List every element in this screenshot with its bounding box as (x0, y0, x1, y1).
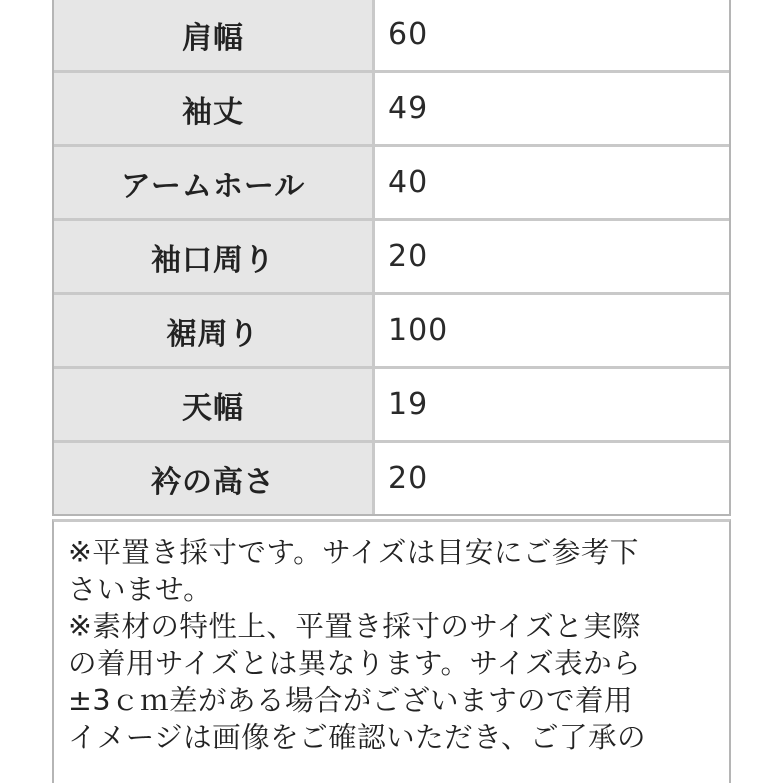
table-row (54, 70, 729, 144)
row-value-hem-circumference: 100 (375, 292, 729, 366)
row-label-armhole: アームホール (54, 144, 375, 218)
note-line: ※素材の特性上、平置き採寸のサイズと実際 (68, 610, 642, 643)
table-row (54, 292, 729, 366)
size-notes (52, 519, 731, 783)
row-value-neck-width: 19 (375, 366, 729, 440)
note-line: ±3ｃｍ差がある場合がございますので着用 (68, 684, 634, 717)
table-row (54, 440, 729, 514)
table-row (54, 366, 729, 440)
note-line: イメージは画像をご確認いただき、ご了承の (68, 721, 647, 754)
row-value-shoulder-width: 60 (375, 0, 729, 70)
note-line: の着用サイズとは異なります。サイズ表から (68, 647, 642, 680)
row-label-sleeve-length: 袖丈 (54, 70, 375, 144)
row-label-cuff-circumference: 袖口周り (54, 218, 375, 292)
row-value-armhole: 40 (375, 144, 729, 218)
table-row (54, 144, 729, 218)
note-line: さいませ。 (68, 573, 213, 606)
table-row (54, 218, 729, 292)
note-line: ※平置き採寸です。サイズは目安にご参考下 (68, 536, 639, 569)
row-value-sleeve-length: 49 (375, 70, 729, 144)
size-chart-container (52, 0, 731, 783)
table-row (54, 0, 729, 70)
row-label-shoulder-width: 肩幅 (54, 0, 375, 70)
row-label-neck-width: 天幅 (54, 366, 375, 440)
row-value-collar-height: 20 (375, 440, 729, 514)
size-table (52, 0, 731, 516)
row-label-collar-height: 衿の高さ (54, 440, 375, 514)
row-label-hem-circumference: 裾周り (54, 292, 375, 366)
row-value-cuff-circumference: 20 (375, 218, 729, 292)
